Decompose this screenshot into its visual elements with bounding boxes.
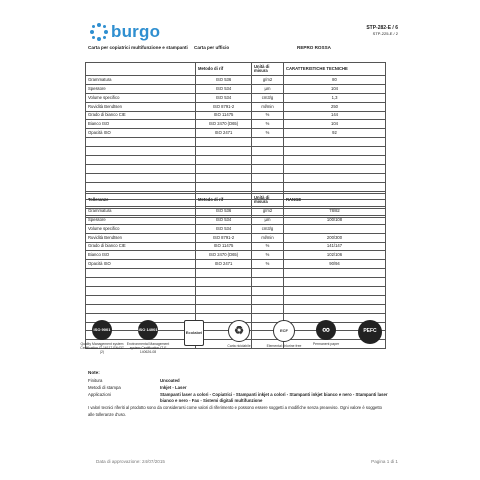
table-cell — [86, 173, 196, 182]
table-cell — [252, 147, 284, 156]
certification-permanent — [304, 320, 348, 347]
table-cell: Grado di bianco CIE — [86, 242, 196, 251]
note-key: Applicazioni — [88, 392, 111, 397]
approval-date: Data di approvazione: 24/07/2015 — [96, 459, 165, 464]
table-cell: g/m2 — [252, 76, 284, 85]
table-cell: % — [252, 260, 284, 269]
table-cell: cm3/g — [252, 93, 284, 102]
empty-table-row — [86, 164, 386, 173]
table-cell — [252, 304, 284, 313]
empty-table-row — [86, 173, 386, 182]
table-cell — [196, 182, 252, 191]
table-cell: % — [252, 111, 284, 120]
brand-logo — [90, 22, 160, 42]
note-value: Inkjet - Laser — [160, 385, 187, 390]
header-cell: Unità di misura — [252, 63, 284, 76]
table-cell — [284, 304, 386, 313]
table-row — [86, 120, 386, 129]
table-cell — [252, 156, 284, 165]
table-cell — [86, 138, 196, 147]
table-cell: g/m2 — [252, 207, 284, 216]
header-cell — [86, 63, 196, 76]
table-cell — [196, 156, 252, 165]
table-cell — [196, 287, 252, 296]
table-header-row — [86, 63, 386, 76]
table-cell: 92 — [284, 129, 386, 138]
table-cell: ISO 2470 (D65) — [196, 120, 252, 129]
table-cell: 104 — [284, 120, 386, 129]
table-cell — [284, 164, 386, 173]
table-cell — [196, 295, 252, 304]
note-key: Finitura — [88, 378, 103, 383]
table-cell: ISO 2471 — [196, 260, 252, 269]
iso-9001-icon: ISO 9001 — [92, 320, 112, 340]
table-cell: 90/94 — [284, 260, 386, 269]
table-cell — [86, 304, 196, 313]
table-cell — [284, 138, 386, 147]
empty-table-row — [86, 295, 386, 304]
page-number: Pagina 1 di 1 — [371, 459, 398, 464]
table-cell: Spessore — [86, 215, 196, 224]
table-cell — [252, 278, 284, 287]
table-cell: 1,3 — [284, 93, 386, 102]
table-cell: Bianco ISO — [86, 251, 196, 260]
table-cell: Ruvidità Bendtsen — [86, 233, 196, 242]
certification-label: Permanent paper — [312, 342, 340, 346]
table-cell — [196, 138, 252, 147]
table-cell: ISO 11475 — [196, 242, 252, 251]
table-cell — [86, 278, 196, 287]
product-name: REPRO ROSSA — [297, 45, 331, 50]
table-cell: ISO 534 — [196, 215, 252, 224]
table-cell — [284, 182, 386, 191]
table-row — [86, 224, 386, 233]
table-cell: ISO 11475 — [196, 111, 252, 120]
table-cell: % — [252, 242, 284, 251]
note-row — [88, 392, 388, 403]
table-cell: cm3/g — [252, 224, 284, 233]
ecf-icon: ECF — [273, 320, 295, 342]
table-cell — [252, 138, 284, 147]
table-cell: ISO 2471 — [196, 129, 252, 138]
note-value: Stampanti laser a colori - Copiatrici - Stampanti inkjet a colori - Stampanti inkjet bianco e nero - Stampanti laser bianco e nero - Fax - Sistemi digitali multifunzione — [160, 392, 388, 403]
empty-table-row — [86, 138, 386, 147]
note-value: Uncoated — [160, 378, 180, 383]
note-key: Metodi di stampa — [88, 385, 121, 390]
table-cell: 104 — [284, 84, 386, 93]
table-row — [86, 215, 386, 224]
table-cell: 78/82 — [284, 207, 386, 216]
table-cell: % — [252, 120, 284, 129]
certification-ecf — [262, 320, 306, 349]
table-cell — [196, 269, 252, 278]
empty-table-row — [86, 147, 386, 156]
table-header-row — [86, 194, 386, 207]
table-cell: ISO 534 — [196, 84, 252, 93]
table-cell: ISO 8791-2 — [196, 233, 252, 242]
table-row — [86, 102, 386, 111]
table-cell — [284, 269, 386, 278]
burgo-mark-icon — [90, 23, 108, 41]
table-row — [86, 84, 386, 93]
product-category: Carta per copiatrici multifunzione e stampanti — [88, 45, 188, 50]
table-cell — [284, 295, 386, 304]
header-cell: Metodo di rif — [196, 194, 252, 207]
certification-pefc — [348, 320, 392, 347]
table-row — [86, 251, 386, 260]
table-row — [86, 93, 386, 102]
empty-table-row — [86, 269, 386, 278]
table-cell: 141/147 — [284, 242, 386, 251]
empty-table-row — [86, 304, 386, 313]
table-cell: µm — [252, 215, 284, 224]
table-cell — [196, 173, 252, 182]
table-cell: Opacità ISO — [86, 129, 196, 138]
table-cell — [284, 173, 386, 182]
certification-ecolabel — [172, 320, 216, 349]
notes-heading: Note: — [88, 370, 100, 375]
header-cell: RANGE — [284, 194, 386, 207]
table-cell: ISO 534 — [196, 93, 252, 102]
iso-14001-icon: ISO 14001 — [138, 320, 158, 340]
table-cell: 100/108 — [284, 215, 386, 224]
table-cell: ISO 2470 (D65) — [196, 251, 252, 260]
table-cell — [252, 173, 284, 182]
table-cell: Grado di bianco CIE — [86, 111, 196, 120]
table-cell — [284, 287, 386, 296]
pefc-icon: PEFC — [358, 320, 382, 344]
table-row — [86, 129, 386, 138]
ecolabel-icon: Ecolabel — [184, 320, 204, 346]
table-cell: ISO 534 — [196, 224, 252, 233]
table-cell — [86, 164, 196, 173]
table-row — [86, 207, 386, 216]
table-cell — [284, 156, 386, 165]
certification-label: Elemental chlorine free — [266, 344, 302, 348]
table-cell: ml/min — [252, 102, 284, 111]
table-cell: ISO 8791-2 — [196, 102, 252, 111]
table-row — [86, 76, 386, 85]
table-cell: ISO 536 — [196, 207, 252, 216]
table-cell — [252, 287, 284, 296]
table-cell — [196, 164, 252, 173]
disclaimer-text: I valori tecnici riferiti al prodotto sono da considerarsi come valori di riferimento e possono essere soggetti a modifiche senza preavviso. Ogni valore è soggetto alle tolleranze d'uso. — [88, 405, 382, 417]
table-cell — [196, 304, 252, 313]
table-cell — [86, 295, 196, 304]
table-cell: ml/min — [252, 233, 284, 242]
table-cell: Volume specifico — [86, 224, 196, 233]
table-cell: Grammatura — [86, 76, 196, 85]
table-cell — [252, 182, 284, 191]
certification-recyclable — [217, 320, 261, 349]
note-row — [88, 378, 180, 383]
recycle-icon: ♻ — [228, 320, 250, 342]
table-cell: ISO 536 — [196, 76, 252, 85]
empty-table-row — [86, 182, 386, 191]
permanent-paper-icon: ∞ — [316, 320, 336, 340]
certification-iso9001 — [80, 320, 124, 355]
table-cell — [284, 224, 386, 233]
table-cell: Opacità ISO — [86, 260, 196, 269]
table-cell — [284, 278, 386, 287]
table-cell: 200/300 — [284, 233, 386, 242]
product-subcategory: Carta per ufficio — [194, 45, 230, 50]
table-cell — [196, 147, 252, 156]
table-row — [86, 260, 386, 269]
brand-name: burgo — [111, 22, 161, 41]
table-cell: % — [252, 251, 284, 260]
table-row — [86, 242, 386, 251]
document-subcode: STP-225-E / 2 — [372, 31, 398, 36]
header-cell: Tolleranze — [86, 194, 196, 207]
table-cell — [86, 287, 196, 296]
table-cell: 102/106 — [284, 251, 386, 260]
header-cell: Unità di misura — [252, 194, 284, 207]
table-cell: 80 — [284, 76, 386, 85]
table-cell — [196, 278, 252, 287]
certification-iso14001 — [126, 320, 170, 355]
table-cell — [86, 147, 196, 156]
document-code: STP-282-E / 6 — [366, 25, 398, 31]
table-cell: Ruvidità Bendtsen — [86, 102, 196, 111]
table-cell: % — [252, 129, 284, 138]
header-cell: CARATTERISTICHE TECNICHE — [284, 63, 386, 76]
note-row — [88, 385, 187, 390]
table-row — [86, 233, 386, 242]
table-cell: Grammatura — [86, 207, 196, 216]
table-cell: Volume specifico — [86, 93, 196, 102]
table-cell: Bianco ISO — [86, 120, 196, 129]
table-cell: 250 — [284, 102, 386, 111]
table-cell — [86, 156, 196, 165]
table-cell: 144 — [284, 111, 386, 120]
table-cell — [284, 147, 386, 156]
certification-label: Carta riciclabile — [227, 344, 251, 348]
table-cell — [86, 182, 196, 191]
empty-table-row — [86, 278, 386, 287]
table-row — [86, 111, 386, 120]
table-cell — [86, 269, 196, 278]
certification-label: Quality Management system Certification IT-16117-EN437 (2) — [80, 342, 124, 354]
certification-label: Environmental Management system Certification IT-F 140626-08 — [126, 342, 170, 354]
table-cell: µm — [252, 84, 284, 93]
table-cell: Spessore — [86, 84, 196, 93]
header-cell: Metodo di rif — [196, 63, 252, 76]
table-cell — [252, 269, 284, 278]
table-cell — [252, 295, 284, 304]
empty-table-row — [86, 156, 386, 165]
table-cell — [252, 164, 284, 173]
empty-table-row — [86, 287, 386, 296]
